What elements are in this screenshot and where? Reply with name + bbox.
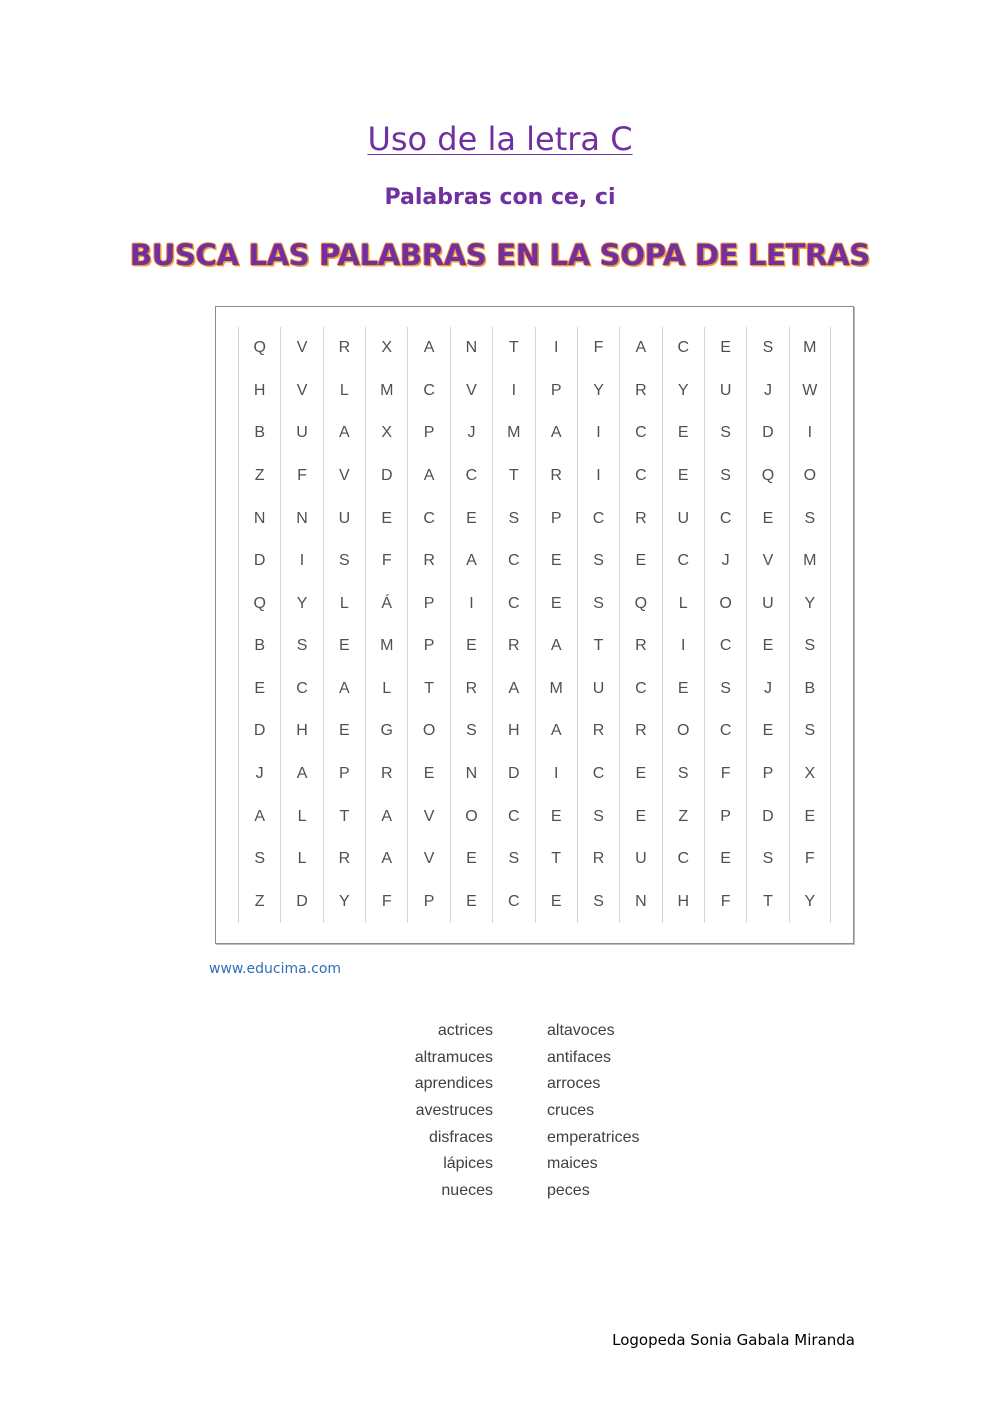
grid-cell: P xyxy=(323,753,365,796)
word-list-item: antifaces xyxy=(547,1048,612,1066)
grid-cell: C xyxy=(492,795,534,838)
grid-cell: S xyxy=(577,582,619,625)
grid-cell: Z xyxy=(238,455,280,498)
grid-cell: M xyxy=(535,668,577,711)
grid-cell: P xyxy=(407,625,449,668)
grid-cell: A xyxy=(280,753,322,796)
grid-cell: A xyxy=(407,455,449,498)
grid-cell: I xyxy=(535,753,577,796)
grid-cell: Z xyxy=(238,880,280,923)
grid-cell: U xyxy=(577,668,619,711)
grid-cell: R xyxy=(450,668,492,711)
author-credit: Logopeda Sonia Gabala Miranda xyxy=(612,1331,855,1349)
grid-cell: R xyxy=(323,327,365,370)
grid-cell: V xyxy=(323,455,365,498)
grid-cell: R xyxy=(365,753,407,796)
grid-cell: J xyxy=(450,412,492,455)
grid-cell: R xyxy=(619,497,661,540)
word-list-item: disfraces xyxy=(428,1128,493,1146)
grid-cell: R xyxy=(619,710,661,753)
grid-cell: E xyxy=(407,753,449,796)
grid-cell: Á xyxy=(365,582,407,625)
grid-cell: E xyxy=(323,710,365,753)
word-search-frame xyxy=(215,306,854,944)
grid-cell: J xyxy=(746,668,788,711)
grid-cell: N xyxy=(619,880,661,923)
grid-cell: M xyxy=(789,327,831,370)
grid-cell: J xyxy=(746,370,788,413)
grid-cell: Y xyxy=(577,370,619,413)
grid-cell: S xyxy=(450,710,492,753)
grid-cell: V xyxy=(280,327,322,370)
word-list-item: avestruces xyxy=(415,1102,493,1120)
grid-cell: C xyxy=(704,710,746,753)
word-list-item: altavoces xyxy=(547,1022,615,1039)
grid-cell: E xyxy=(323,625,365,668)
grid-cell: E xyxy=(535,540,577,583)
grid-cell: E xyxy=(662,455,704,498)
grid-cell: D xyxy=(238,540,280,583)
grid-cell: I xyxy=(789,412,831,455)
grid-cell: R xyxy=(619,625,661,668)
grid-cell: N xyxy=(450,753,492,796)
grid-cell: J xyxy=(704,540,746,583)
grid-cell: E xyxy=(704,838,746,881)
grid-cell: I xyxy=(492,370,534,413)
grid-cell: E xyxy=(450,497,492,540)
grid-cell: S xyxy=(704,455,746,498)
word-list-item: emperatrices xyxy=(547,1128,640,1146)
grid-cell: E xyxy=(450,880,492,923)
grid-cell: S xyxy=(789,625,831,668)
grid-cell: E xyxy=(535,582,577,625)
grid-cell: E xyxy=(619,795,661,838)
grid-cell: F xyxy=(280,455,322,498)
grid-cell: F xyxy=(365,540,407,583)
grid-cell: C xyxy=(407,497,449,540)
grid-cell: J xyxy=(238,753,280,796)
grid-cell: U xyxy=(662,497,704,540)
grid-cell: E xyxy=(619,540,661,583)
grid-cell: S xyxy=(492,497,534,540)
grid-cell: W xyxy=(789,370,831,413)
grid-cell: U xyxy=(619,838,661,881)
grid-cell: P xyxy=(407,880,449,923)
grid-cell: D xyxy=(238,710,280,753)
grid-cell: I xyxy=(662,625,704,668)
grid-cell: L xyxy=(365,668,407,711)
grid-cell: E xyxy=(662,668,704,711)
word-list-item: altramuces xyxy=(414,1048,493,1066)
word-list-left xyxy=(380,1018,493,1205)
grid-cell: P xyxy=(535,370,577,413)
grid-cell: V xyxy=(280,370,322,413)
grid-cell: A xyxy=(492,668,534,711)
grid-cell: R xyxy=(323,838,365,881)
word-list-item: peces xyxy=(547,1182,590,1200)
word-search-grid xyxy=(238,327,831,923)
grid-cell: S xyxy=(704,412,746,455)
grid-cell: D xyxy=(746,795,788,838)
grid-cell: E xyxy=(746,625,788,668)
grid-cell: C xyxy=(577,497,619,540)
grid-cell: T xyxy=(535,838,577,881)
grid-cell: C xyxy=(280,668,322,711)
grid-cell: A xyxy=(365,795,407,838)
grid-cell: Y xyxy=(323,880,365,923)
grid-cell: N xyxy=(238,497,280,540)
grid-cell: E xyxy=(450,625,492,668)
grid-cell: C xyxy=(450,455,492,498)
grid-cell: D xyxy=(365,455,407,498)
grid-cell: D xyxy=(280,880,322,923)
grid-cell: E xyxy=(704,327,746,370)
word-list-right xyxy=(547,1018,747,1205)
grid-cell: F xyxy=(789,838,831,881)
grid-cell: Q xyxy=(238,582,280,625)
grid-cell: H xyxy=(280,710,322,753)
grid-cell: A xyxy=(535,625,577,668)
grid-cell: S xyxy=(577,540,619,583)
grid-cell: Z xyxy=(662,795,704,838)
word-list-item: cruces xyxy=(547,1102,595,1120)
grid-cell: S xyxy=(746,327,788,370)
grid-cell: Y xyxy=(789,880,831,923)
grid-cell: P xyxy=(746,753,788,796)
grid-cell: T xyxy=(746,880,788,923)
grid-cell: X xyxy=(365,412,407,455)
grid-cell: A xyxy=(535,710,577,753)
instruction-heading: BUSCA LAS PALABRAS EN LA SOPA DE LETRAS xyxy=(130,238,870,272)
grid-cell: V xyxy=(746,540,788,583)
grid-cell: V xyxy=(407,795,449,838)
grid-cell: T xyxy=(407,668,449,711)
grid-cell: C xyxy=(619,455,661,498)
grid-cell: B xyxy=(238,412,280,455)
grid-cell: M xyxy=(365,370,407,413)
grid-cell: C xyxy=(492,880,534,923)
grid-cell: A xyxy=(450,540,492,583)
word-list-item: arroces xyxy=(547,1075,601,1093)
grid-cell: N xyxy=(450,327,492,370)
grid-cell: B xyxy=(789,668,831,711)
grid-cell: O xyxy=(407,710,449,753)
grid-cell: A xyxy=(535,412,577,455)
grid-cell: F xyxy=(365,880,407,923)
grid-cell: I xyxy=(577,412,619,455)
grid-cell: L xyxy=(323,582,365,625)
grid-cell: L xyxy=(323,370,365,413)
grid-cell: P xyxy=(407,582,449,625)
grid-cell: Q xyxy=(619,582,661,625)
grid-cell: C xyxy=(619,412,661,455)
grid-cell: C xyxy=(662,838,704,881)
grid-cell: R xyxy=(577,710,619,753)
grid-cell: E xyxy=(450,838,492,881)
grid-cell: D xyxy=(746,412,788,455)
grid-cell: V xyxy=(450,370,492,413)
grid-cell: T xyxy=(577,625,619,668)
grid-cell: P xyxy=(407,412,449,455)
grid-cell: R xyxy=(492,625,534,668)
grid-cell: E xyxy=(365,497,407,540)
page-subtitle: Palabras con ce, ci xyxy=(384,185,616,210)
word-list-item: actrices xyxy=(437,1022,493,1039)
grid-cell: A xyxy=(619,327,661,370)
grid-cell: S xyxy=(238,838,280,881)
grid-cell: S xyxy=(789,710,831,753)
grid-cell: X xyxy=(789,753,831,796)
grid-cell: S xyxy=(789,497,831,540)
grid-cell: M xyxy=(789,540,831,583)
grid-cell: C xyxy=(704,625,746,668)
grid-cell: S xyxy=(323,540,365,583)
grid-cell: H xyxy=(238,370,280,413)
grid-cell: F xyxy=(577,327,619,370)
grid-cell: S xyxy=(492,838,534,881)
grid-cell: E xyxy=(238,668,280,711)
grid-cell: X xyxy=(365,327,407,370)
grid-cell: A xyxy=(323,668,365,711)
grid-cell: L xyxy=(280,838,322,881)
grid-cell: U xyxy=(746,582,788,625)
grid-cell: S xyxy=(704,668,746,711)
grid-cell: A xyxy=(407,327,449,370)
grid-cell: U xyxy=(704,370,746,413)
grid-cell: Y xyxy=(662,370,704,413)
grid-cell: G xyxy=(365,710,407,753)
grid-cell: H xyxy=(662,880,704,923)
page-title: Uso de la letra C xyxy=(367,120,633,158)
grid-cell: O xyxy=(789,455,831,498)
grid-cell: C xyxy=(492,540,534,583)
grid-cell: C xyxy=(662,540,704,583)
grid-cell: U xyxy=(323,497,365,540)
grid-cell: T xyxy=(492,455,534,498)
grid-cell: V xyxy=(407,838,449,881)
grid-cell: O xyxy=(704,582,746,625)
grid-cell: S xyxy=(662,753,704,796)
grid-cell: T xyxy=(323,795,365,838)
grid-cell: R xyxy=(577,838,619,881)
grid-cell: E xyxy=(746,710,788,753)
grid-cell: D xyxy=(492,753,534,796)
grid-cell: R xyxy=(407,540,449,583)
grid-cell: C xyxy=(577,753,619,796)
grid-cell: C xyxy=(619,668,661,711)
grid-cell: I xyxy=(535,327,577,370)
grid-cell: N xyxy=(280,497,322,540)
grid-cell: F xyxy=(704,880,746,923)
grid-cell: P xyxy=(535,497,577,540)
grid-cell: L xyxy=(662,582,704,625)
grid-cell: C xyxy=(662,327,704,370)
grid-cell: M xyxy=(365,625,407,668)
word-list-item: maices xyxy=(547,1155,598,1173)
grid-cell: E xyxy=(535,795,577,838)
grid-cell: E xyxy=(746,497,788,540)
source-link[interactable]: www.educima.com xyxy=(209,961,342,977)
grid-cell: A xyxy=(238,795,280,838)
word-list-item: lápices xyxy=(443,1155,493,1173)
grid-cell: A xyxy=(365,838,407,881)
grid-cell: E xyxy=(789,795,831,838)
grid-cell: S xyxy=(577,880,619,923)
grid-cell: C xyxy=(492,582,534,625)
grid-cell: Y xyxy=(789,582,831,625)
grid-cell: S xyxy=(577,795,619,838)
grid-cell: M xyxy=(492,412,534,455)
grid-cell: F xyxy=(704,753,746,796)
grid-cell: R xyxy=(535,455,577,498)
grid-cell: R xyxy=(619,370,661,413)
grid-cell: I xyxy=(280,540,322,583)
grid-cell: I xyxy=(577,455,619,498)
grid-cell: A xyxy=(323,412,365,455)
grid-cell: S xyxy=(746,838,788,881)
grid-cell: T xyxy=(492,327,534,370)
grid-cell: Q xyxy=(238,327,280,370)
grid-cell: C xyxy=(407,370,449,413)
grid-cell: Y xyxy=(280,582,322,625)
grid-cell: S xyxy=(280,625,322,668)
grid-cell: O xyxy=(662,710,704,753)
grid-cell: P xyxy=(704,795,746,838)
grid-cell: Q xyxy=(746,455,788,498)
grid-cell: E xyxy=(662,412,704,455)
grid-cell: O xyxy=(450,795,492,838)
grid-cell: I xyxy=(450,582,492,625)
grid-cell: L xyxy=(280,795,322,838)
grid-cell: H xyxy=(492,710,534,753)
grid-cell: E xyxy=(535,880,577,923)
word-list-item: nueces xyxy=(441,1182,493,1200)
grid-cell: E xyxy=(619,753,661,796)
grid-cell: U xyxy=(280,412,322,455)
grid-cell: B xyxy=(238,625,280,668)
grid-cell: C xyxy=(704,497,746,540)
word-list-item: aprendices xyxy=(414,1075,493,1093)
